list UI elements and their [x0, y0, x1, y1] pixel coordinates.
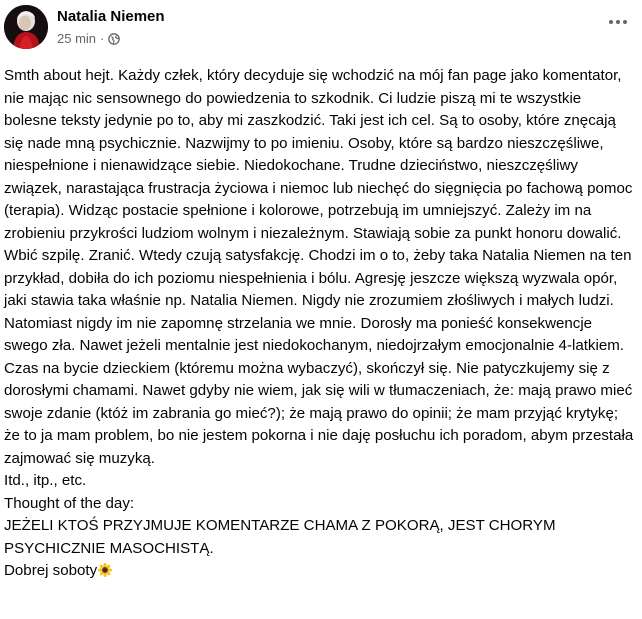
thought-label: Thought of the day: [4, 494, 135, 512]
meta-separator: · [100, 31, 105, 46]
avatar-portrait-image [4, 5, 48, 49]
thought-text: JEŻELI KTOŚ PRZYJMUJE KOMENTARZE CHAMA Z POKORĄ, JEST CHORYM PSYCHICZNIE MASOCHISTĄ. [4, 517, 556, 557]
avatar[interactable] [4, 5, 48, 49]
closing-line [4, 560, 636, 583]
author-name[interactable]: Natalia Niemen [57, 8, 165, 25]
post-body-paragraph: Smth about hejt. Każdy człek, który decyduje się wchodzić na mój fan page jako komentator, nie mając nic sensownego do powiedzenia to szkodnik. Ci ludzie piszą mi te wszystkie bolesne teksty jedynie po to, aby mi zaszkodzić. Taki jest ich cel. Są to osoby, które znęcają się nade mną psychicznie. Nazwijmy to po imieniu. Osoby, które są bardzo nieszczęśliwe, niespełnione i nienawidzące siebie. Niedokochane. Trudne dzieciństwo, nieszczęśliwy związek, narastająca frustracja życiowa i niemoc lub niechęć do sięgnięcia po fachową pomoc (terapia). Widząc postacie spełnione i kolorowe, potrzebują im umniejszyć. Zależy im na zrobieniu przykrości ludziom wolnym i niezależnym. Stawiają sobie za punkt honoru dowalić. Wbić szpilę. Zranić. Wtedy czują satysfakcję. Chodzi im o to, żeby taka Natalia Niemen na ten przykład, dobiła do ich poziomu niespełnienia i bólu. Agresję jeszcze większą wyzwala opór, jaki stawia taka właśnie np. Natalia Niemen. Nigdy nie zrozumiem złośliwych i małych ludzi. Natomiast nigdy im nie zapomnę strzelania we mnie. Dorosły ma ponieść konsekwencje swego zła. Nawet jeżeli mentalnie jest niedokochanym, niedojrzałym emocjonalnie 4-latkiem. Czas na bycie dzieckiem (któremu można wybaczyć), skończył się. Nie patyczkujemy się z dorosłymi chamami. Nawet gdyby nie wiem, jak się wili w tłumaczeniach, że: mają prawo mieć swoje zdanie (któż im zabrania go mieć?); że mają prawo do opinii; że mam przyjąć krytykę; że to ja mam problem, bo nie jestem pokorna i nie daję posłuchu ich poradom, abym przestała zajmować się muzyką. [4, 67, 634, 467]
closing-text: Dobrej soboty [4, 562, 98, 579]
post-message [4, 65, 636, 583]
sunflower-emoji-icon [98, 562, 112, 576]
globe-icon[interactable] [108, 33, 120, 45]
post-etc-line: Itd., itp., etc. [4, 472, 87, 489]
more-options-icon[interactable] [606, 10, 630, 34]
post-meta [57, 31, 120, 46]
post-header [0, 0, 642, 58]
post-timestamp[interactable]: 25 min [57, 31, 97, 46]
